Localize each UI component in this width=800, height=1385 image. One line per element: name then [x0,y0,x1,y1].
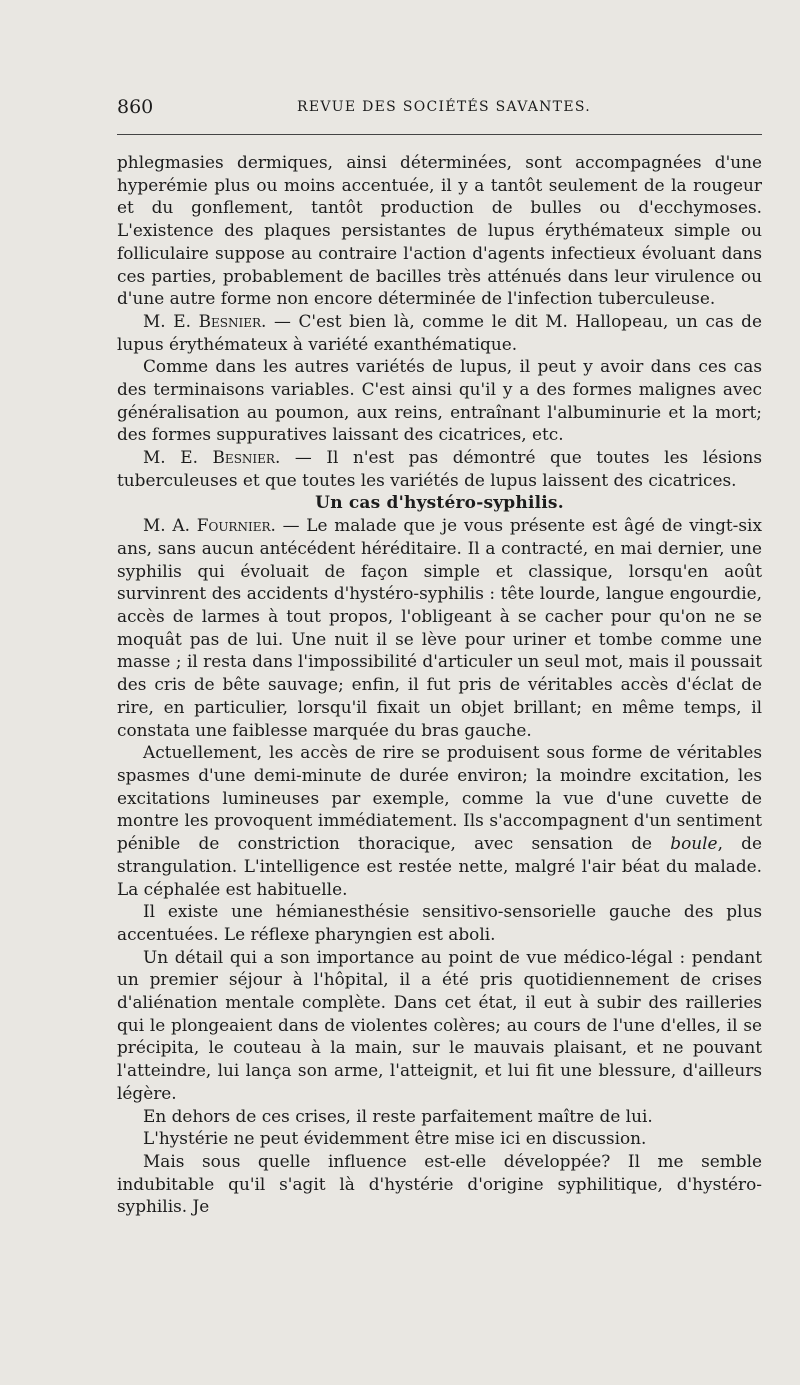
paragraph-text: — C'est bien là, comme le dit M. Hallopeau, un cas de lupus érythémateux à variété exanthématique. [117,310,762,354]
paragraph: Mais sous quelle influence est-elle développée? Il me semble indubitable qu'il s'agit là d'hystérie d'origine syphilitique, d'hystéro-syphilis. Je [117,1150,762,1217]
paragraph: L'hystérie ne peut évidemment être mise ici en discussion. [143,1128,647,1149]
page-body [117,151,762,1218]
speaker-name: M. E. Besnier. [143,310,267,331]
paragraph [117,741,762,900]
page-number: 860 [117,96,154,118]
paragraph: Comme dans les autres variétés de lupus, il peut y avoir dans ces cas des terminaisons variables. C'est ainsi qu'il y a des formes malignes avec généralisation au poumon, aux reins, entraînant l'albuminurie et la mort; des formes suppuratives laissant des cicatrices, etc. [117,356,762,445]
paragraph: En dehors de ces crises, il reste parfaitement maître de lui. [143,1105,653,1126]
paragraph: phlegmasies dermiques, ainsi déterminées, sont accompagnées d'une hyperémie plus ou moins accentuée, il y a tantôt seulement de la rougeur et du gonflement, tantôt production de bulles ou d'ecchymoses. L'existence des plaques persistantes de lupus érythémateux simple ou folliculaire suppose au contraire l'action d'agents infectieux évoluant dans ces parties, probablement de bacilles très atténués dans leur virulence ou d'une autre forme non encore déterminée de l'infection tuberculeuse. [117,152,762,309]
italic-term: boule [670,833,718,854]
header-rule [117,134,762,135]
paragraph [117,310,762,355]
paragraph: Un détail qui a son importance au point de vue médico-légal : pendant un premier séjour à l'hôpital, il a été pris quotidiennement de crises d'aliénation mentale complète. Dans cet état, il eut à subir des railleries qui le plongeaient dans de violentes colères; au cours de l'une d'elles, il se précipita, le couteau à la main, sur le mauvais plaisant, et ne pouvant l'atteindre, lui lança son arme, l'atteignit, et lui fit une blessure, d'ailleurs légère. [117,946,762,1103]
paragraph [117,446,762,491]
paragraph-text: — Le malade que je vous présente est âgé de vingt-six ans, sans aucun antécédent héréditaire. Il a contracté, en mai dernier, une syphilis qui évoluait de façon simple et classique, lorsqu'en août survinrent des accidents d'hystéro-syphilis : tête lourde, langue engourdie, accès de larmes à tout propos, l'obligeant à se cacher pour qu'on ne se moquât pas de lui. Une nuit il se lève pour uriner et tombe comme une masse ; il resta dans l'impossibilité d'articuler un seul mot, mais il poussait des cris de bête sauvage; enfin, il fut pris de véritables accès d'éclat de rire, en particulier, lorsqu'il fixait un objet brillant; en même temps, il constata une faiblesse marquée du bras gauche. [117,515,762,740]
speaker-name: M. A. Fournier. [143,515,276,536]
paragraph: Il existe une hémianesthésie sensitivo-sensorielle gauche des plus accentuées. Le réflexe pharyngien est aboli. [117,901,762,944]
paragraph-text: Actuellement, les accès de rire se produisent sous forme de véritables spasmes d'une demi-minute de durée environ; la moindre excitation, les excitations lumineuses par exemple, comme la vue d'une cuvette de montre les provoquent immédiatement. Ils s'accompagnent d'un sentiment pénible de constriction thoracique, avec sensation de [117,742,762,854]
running-title: REVUE DES SOCIÉTÉS SAVANTES. [297,99,591,115]
paragraph-text: , de strangulation. L'intelligence est restée nette, malgré l'air béat du malade. La céphalée est habituelle. [117,833,762,899]
speaker-name: M. E. Besnier. [143,447,281,468]
paragraph-text: — Il n'est pas démontré que toutes les lésions tuberculeuses et que toutes les variétés de lupus laissent des cicatrices. [117,447,762,490]
section-title: Un cas d'hystéro-syphilis. [315,492,564,513]
page-header [117,96,762,126]
paragraph [117,514,762,741]
